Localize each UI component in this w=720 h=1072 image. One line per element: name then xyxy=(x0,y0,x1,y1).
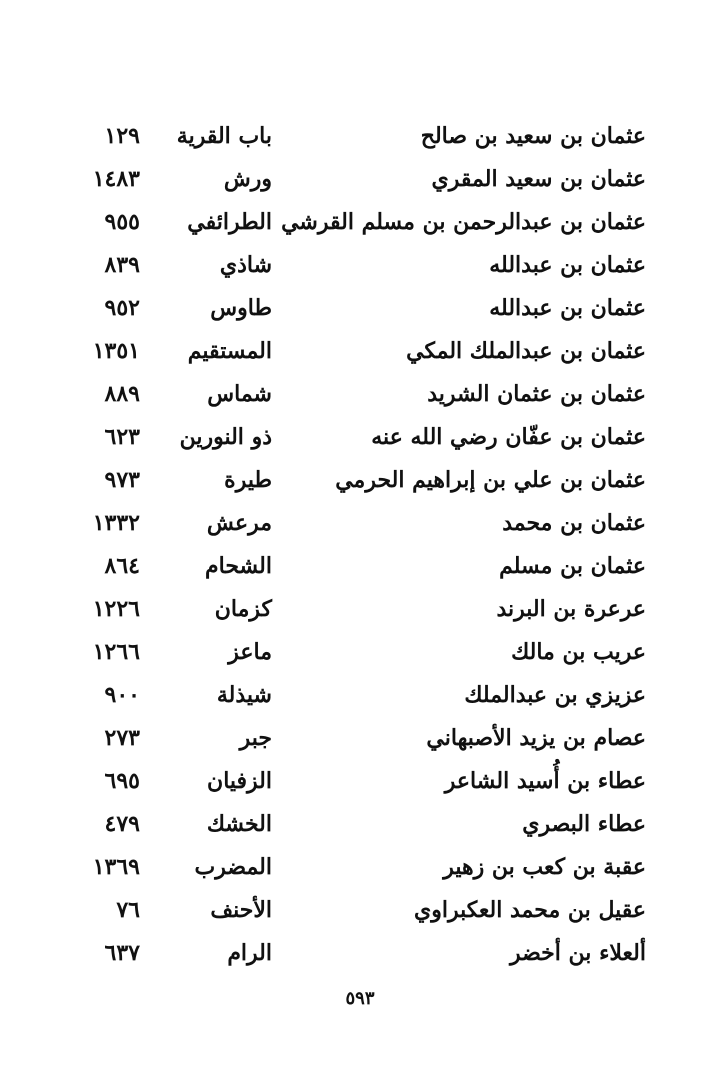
page-number: ٥٩٣ xyxy=(345,988,375,1009)
entry-name: عقيل بن محمد العكبراوي xyxy=(414,897,646,923)
entry-number: ٨٣٩ xyxy=(104,252,140,278)
entry-name: عثمان بن عفّان رضي الله عنه xyxy=(371,424,646,450)
entry-name: عثمان بن عبدالملك المكي xyxy=(406,338,646,364)
entry-place: ذو النورين xyxy=(179,424,272,450)
entry-name: عثمان بن محمد xyxy=(502,510,646,536)
entry-number: ٦٩٥ xyxy=(104,768,140,794)
entry-place: جبر xyxy=(239,725,272,751)
entry-place: الأحنف xyxy=(210,897,272,923)
entry-place: طيرة xyxy=(224,467,272,493)
list-item xyxy=(0,502,720,545)
entry-number: ٧٦ xyxy=(116,897,140,923)
entry-place: المضرب xyxy=(194,854,272,880)
list-item xyxy=(0,201,720,244)
entry-name: عرعرة بن البرند xyxy=(496,596,646,622)
entry-name: عثمان بن عثمان الشريد xyxy=(427,381,646,407)
entry-number: ١٣٥١ xyxy=(92,338,140,364)
entry-name: ألعلاء بن أخضر xyxy=(509,940,646,966)
entry-number: ٨٦٤ xyxy=(104,553,140,579)
entry-name: عزيزي بن عبدالملك xyxy=(464,682,646,708)
list-item xyxy=(0,846,720,889)
list-item xyxy=(0,416,720,459)
list-item xyxy=(0,588,720,631)
entry-name: عطاء البصري xyxy=(522,811,646,837)
entry-place: شاذي xyxy=(219,252,272,278)
entry-place: ورش xyxy=(223,166,272,192)
entry-number: ١٢٦٦ xyxy=(92,639,140,665)
entry-name: عثمان بن عبدالرحمن بن مسلم القرشي xyxy=(281,209,646,235)
entry-name: عثمان بن سعيد بن صالح xyxy=(420,123,646,149)
entry-number: ٩٧٣ xyxy=(104,467,140,493)
list-item xyxy=(0,459,720,502)
entry-name: عطاء بن أُسيد الشاعر xyxy=(444,768,646,794)
entry-number: ١٤٨٣ xyxy=(92,166,140,192)
list-item xyxy=(0,545,720,588)
entry-name: عصام بن يزيد الأصبهاني xyxy=(426,725,646,751)
entry-number: ٢٧٣ xyxy=(104,725,140,751)
list-item xyxy=(0,674,720,717)
list-item xyxy=(0,760,720,803)
entry-number: ٩٠٠ xyxy=(104,682,140,708)
entry-name: عثمان بن عبدالله xyxy=(489,295,646,321)
entry-place: شيذلة xyxy=(216,682,272,708)
list-item xyxy=(0,115,720,158)
list-item xyxy=(0,287,720,330)
entry-name: عثمان بن علي بن إبراهيم الحرمي xyxy=(335,467,646,493)
entry-place: شماس xyxy=(207,381,272,407)
entry-number: ٦٢٣ xyxy=(104,424,140,450)
entry-name: عقبة بن كعب بن زهير xyxy=(443,854,646,880)
entry-name: عريب بن مالك xyxy=(511,639,646,665)
list-item xyxy=(0,158,720,201)
list-item xyxy=(0,631,720,674)
entry-number: ٩٥٢ xyxy=(104,295,140,321)
entry-place: المستقيم xyxy=(187,338,272,364)
entry-number: ٨٨٩ xyxy=(104,381,140,407)
entry-place: مرعش xyxy=(206,510,272,536)
entry-place: ماعز xyxy=(228,639,272,665)
entry-number: ١٣٦٩ xyxy=(92,854,140,880)
list-item xyxy=(0,244,720,287)
entry-number: ٤٧٩ xyxy=(104,811,140,837)
entry-number: ١٢٩ xyxy=(104,123,140,149)
entry-place: الخشك xyxy=(206,811,272,837)
list-item xyxy=(0,717,720,760)
entry-name: عثمان بن عبدالله xyxy=(489,252,646,278)
entry-place: الشحام xyxy=(205,553,272,579)
list-item xyxy=(0,803,720,846)
entry-place: الرام xyxy=(227,940,272,966)
entry-place: كزمان xyxy=(214,596,272,622)
list-item xyxy=(0,932,720,975)
list-item xyxy=(0,330,720,373)
index-list xyxy=(0,115,720,975)
entry-number: ٩٥٥ xyxy=(104,209,140,235)
list-item xyxy=(0,373,720,416)
entry-number: ١٢٢٦ xyxy=(92,596,140,622)
entry-place: الزفيان xyxy=(207,768,272,794)
entry-name: عثمان بن مسلم xyxy=(499,553,646,579)
entry-place: طاوس xyxy=(210,295,272,321)
entry-number: ٦٣٧ xyxy=(104,940,140,966)
entry-place: الطرائفي xyxy=(187,209,272,235)
entry-place: باب القرية xyxy=(176,123,272,149)
entry-name: عثمان بن سعيد المقري xyxy=(431,166,646,192)
list-item xyxy=(0,889,720,932)
entry-number: ١٣٣٢ xyxy=(92,510,140,536)
